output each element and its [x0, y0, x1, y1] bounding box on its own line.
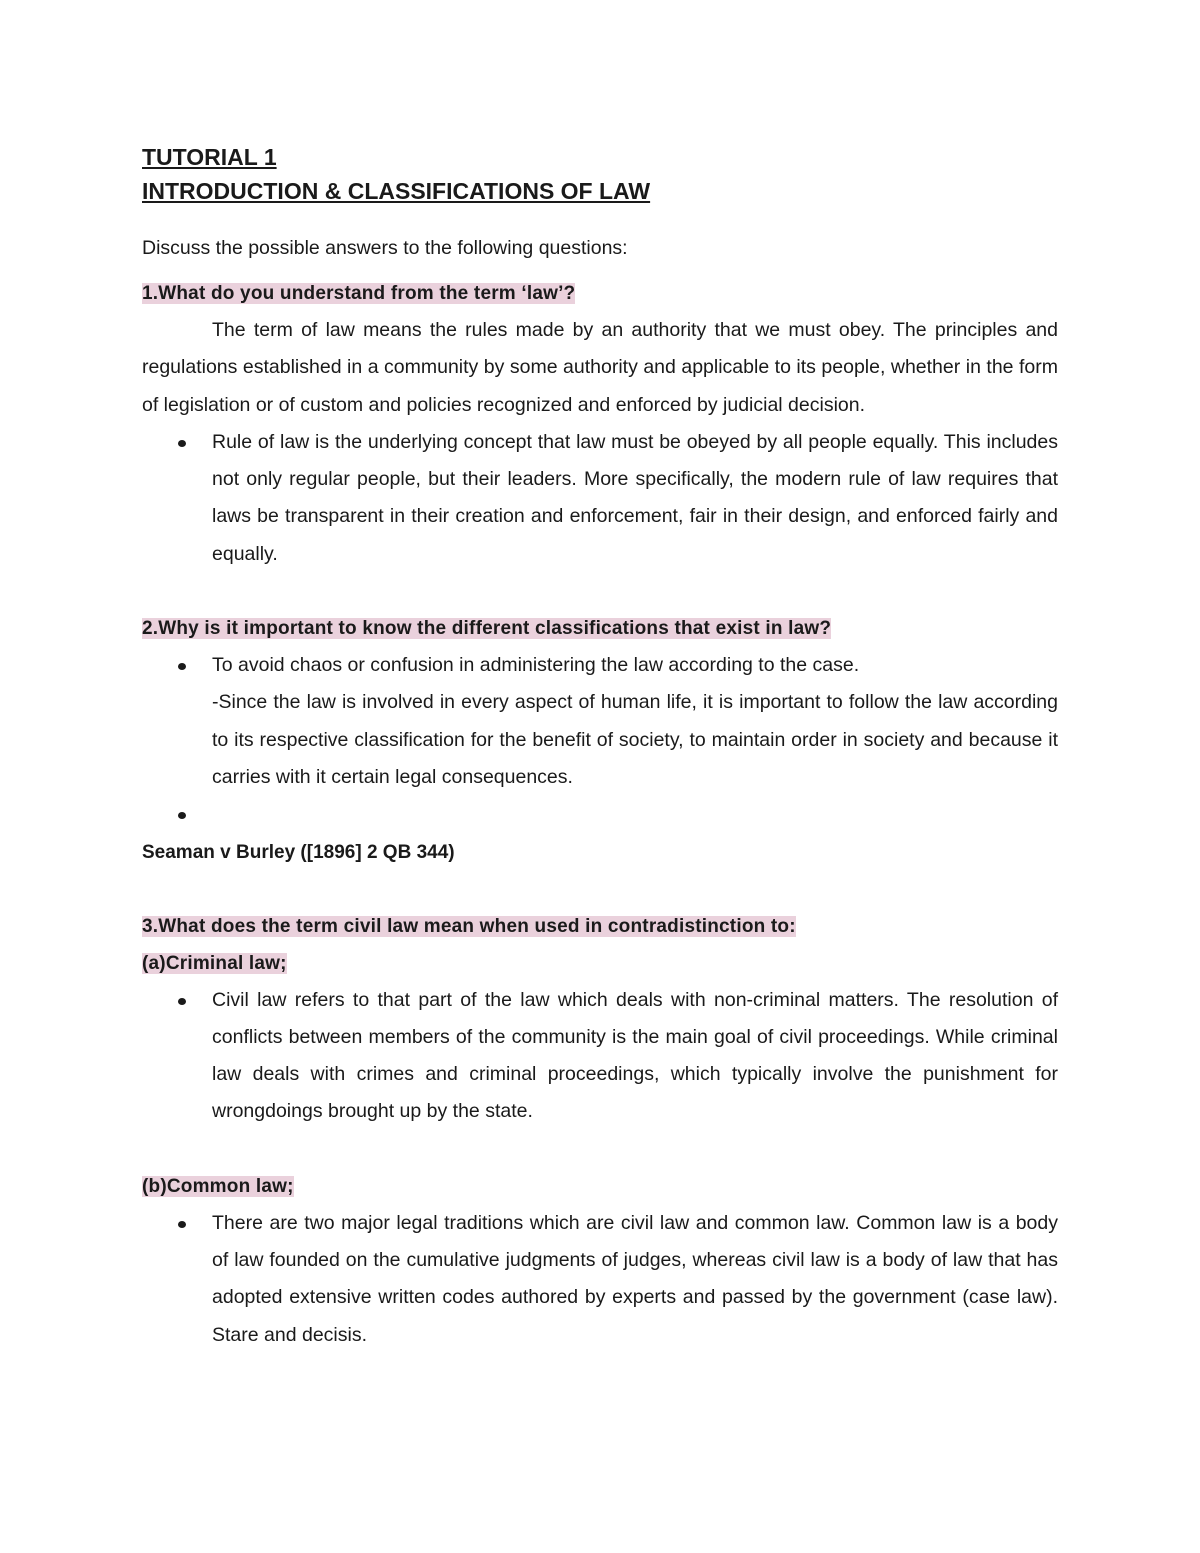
- bullet-icon: [178, 1221, 186, 1228]
- title-main: INTRODUCTION & CLASSIFICATIONS OF LAW: [142, 178, 651, 204]
- question-3: [142, 908, 1058, 945]
- question-1: [142, 275, 1058, 312]
- bullet-subtext: -Since the law is involved in every aspect of human life, it is important to follow the law according to its respective classification for the benefit of society, to maintain order in society and because it carries with it certain legal consequences.: [212, 691, 1058, 788]
- bullet-text: Rule of law is the underlying concept that law must be obeyed by all people equally. This includes not only regular people, but their leaders. More specifically, the modern rule of law requires that laws be transparent in their creation and enforcement, fair in their design, and enforced fairly and equally.: [212, 430, 1058, 565]
- title-tutorial: TUTORIAL 1: [142, 144, 277, 170]
- list-item-empty: [142, 796, 1058, 833]
- subquestion-a-bullets: [142, 982, 1058, 1131]
- bullet-icon: [178, 440, 186, 447]
- list-item: [142, 1205, 1058, 1354]
- bullet-icon: [178, 812, 186, 819]
- subquestion-a: [142, 945, 1058, 982]
- bullet-icon: [178, 663, 186, 670]
- case-citation: Seaman v Burley ([1896] 2 QB 344): [142, 841, 455, 863]
- question-1-answer: The term of law means the rules made by an authority that we must obey. The principles and regulations established in a community by some authority and applicable to its people, whether in the form of legislation or of custom and policies recognized and enforced by judicial decision.: [142, 319, 1058, 416]
- bullet-icon: [178, 998, 186, 1005]
- list-item: [142, 982, 1058, 1131]
- list-item: [142, 424, 1058, 573]
- list-item: [142, 647, 1058, 796]
- subquestion-b: [142, 1168, 1058, 1205]
- question-2-text: 2.Why is it important to know the different classifications that exist in law?: [142, 618, 832, 640]
- question-2-bullets: [142, 647, 1058, 833]
- document-body: [142, 140, 1058, 1354]
- subquestion-a-text: (a)Criminal law;: [142, 952, 287, 974]
- subquestion-b-bullets: [142, 1205, 1058, 1354]
- question-3-text: 3.What does the term civil law mean when used in contradistinction to:: [142, 915, 796, 937]
- bullet-text: There are two major legal traditions which are civil law and common law. Common law is a body of law founded on the cumulative judgments of judges, whereas civil law is a body of law that has adopted extensive written codes authored by experts and passed by the government (case law). Stare and decisis.: [212, 1211, 1058, 1346]
- bullet-text: To avoid chaos or confusion in administering the law according to the case.: [212, 654, 860, 677]
- subquestion-b-text: (b)Common law;: [142, 1175, 294, 1197]
- question-1-bullets: [142, 424, 1058, 573]
- question-1-text: 1.What do you understand from the term ‘law’?: [142, 283, 576, 304]
- bullet-text: Civil law refers to that part of the law which deals with non-criminal matters. The resolution of conflicts between members of the community is the main goal of civil proceedings. While criminal law deals with crimes and criminal proceedings, which typically involve the punishment for wrongdoings brought up by the state.: [212, 988, 1058, 1123]
- intro-text: Discuss the possible answers to the following questions:: [142, 237, 628, 259]
- question-2: [142, 610, 1058, 647]
